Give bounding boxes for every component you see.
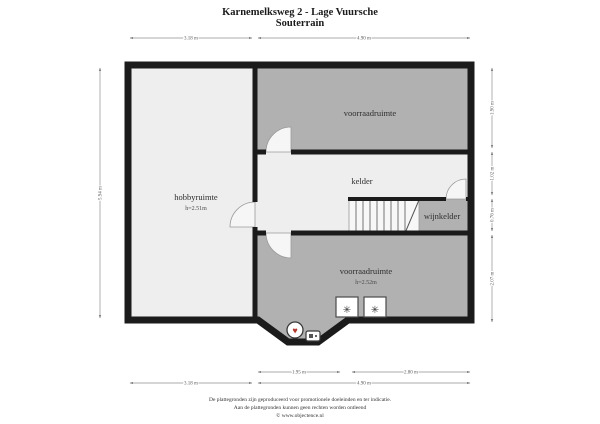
stairs — [349, 199, 419, 233]
dim-bottom-outer-left: 3.18 m — [184, 381, 198, 387]
room-label-hobbyruimte: hobbyruimte — [174, 192, 218, 202]
dim-bottom-outer-right: 4.90 m — [357, 381, 371, 387]
footer-line2: Aan de plattegronden kunnen geen rechten worden ontleend — [233, 405, 367, 411]
dim-left: 5.94 m — [98, 186, 104, 200]
dim-top-left: 3.18 m — [184, 36, 198, 42]
dim-bottom-inner-right: 2.80 m — [404, 370, 418, 376]
room-label-kelder: kelder — [351, 176, 373, 186]
dim-right-2: 1.02 m — [490, 166, 496, 181]
boiler-symbol: ♥ — [292, 325, 298, 336]
meter-box-dot — [315, 335, 317, 337]
dim-right-1: 1.90 m — [490, 101, 496, 115]
page-title: Karnemelksweg 2 - Lage Vuursche — [222, 7, 378, 18]
washer-icon: ✳ — [342, 304, 352, 316]
page-subtitle: Souterrain — [275, 18, 325, 29]
footer-line1: De plattegronden zijn geproduceerd voor promotionele doeleinden en ter indicatie. — [208, 397, 392, 403]
washer-icon: ✳ — [370, 304, 380, 316]
meter-box-detail — [309, 334, 313, 338]
room-label-voorraadruimte-top: voorraadruimte — [343, 108, 397, 118]
footer-line3: © www.objectence.nl — [276, 413, 324, 419]
room-height-hobbyruimte: h=2.51m — [185, 206, 207, 212]
room-label-voorraadruimte-bottom: voorraadruimte — [339, 266, 393, 276]
dim-right-4: 2.07 m — [490, 271, 496, 286]
floor-areas — [128, 65, 471, 342]
room-height-voorraadruimte-bottom: h=2.52m — [355, 280, 377, 286]
dim-bottom-inner-left: 1.95 m — [292, 370, 306, 376]
room-label-wijnkelder: wijnkelder — [423, 211, 461, 221]
footer — [209, 397, 392, 419]
dim-right-3: 0.76 m — [490, 208, 496, 222]
dim-top-right: 4.90 m — [357, 36, 371, 42]
